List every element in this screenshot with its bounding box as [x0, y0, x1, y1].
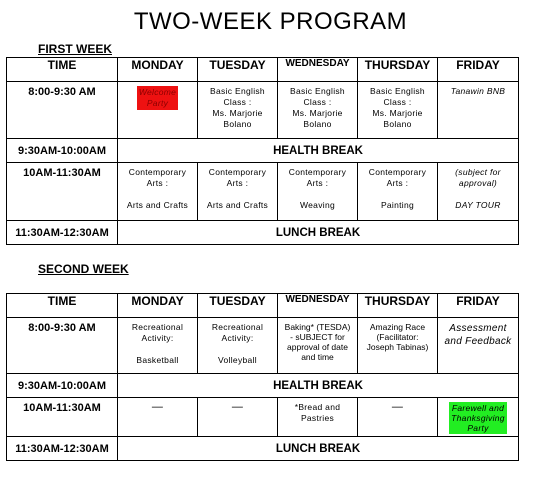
lunch-break-cell: LUNCH BREAK	[118, 221, 519, 245]
header-thursday: THURSDAY	[358, 294, 438, 318]
table-row	[7, 374, 519, 398]
wednesday-cell: Contemporary Arts : Weaving	[278, 163, 358, 221]
table-row	[7, 221, 519, 245]
wednesday-cell: Baking* (TESDA) - sUBJECT for approval of date and time	[278, 318, 358, 374]
time-cell: 9:30AM-10:00AM	[7, 139, 118, 163]
header-friday: FRIDAY	[438, 58, 519, 82]
farewell-party-highlight: Farewell and Thanksgiving Party	[451, 403, 505, 433]
tuesday-cell: Basic English Class : Ms. Marjorie Bolano	[198, 82, 278, 139]
header-thursday: THURSDAY	[358, 58, 438, 82]
time-cell: 10AM-11:30AM	[7, 398, 118, 437]
header-row	[7, 58, 519, 82]
table-row	[7, 139, 519, 163]
thursday-cell: —	[358, 398, 438, 437]
monday-cell: Recreational Activity: Basketball	[118, 318, 198, 374]
table-row	[7, 398, 519, 437]
header-wednesday: WEDNESDAY	[278, 294, 358, 318]
wednesday-cell: Basic English Class : Ms. Marjorie Bolano	[278, 82, 358, 139]
second-week-label: SECOND WEEK	[38, 262, 129, 276]
monday-cell	[118, 82, 198, 139]
header-row	[7, 294, 519, 318]
time-cell: 10AM-11:30AM	[7, 163, 118, 221]
friday-cell: (subject for approval) DAY TOUR	[438, 163, 519, 221]
monday-cell: Contemporary Arts : Arts and Crafts	[118, 163, 198, 221]
friday-cell: Assessment and Feedback	[438, 318, 519, 374]
page-title: TWO-WEEK PROGRAM	[133, 8, 408, 35]
table-row	[7, 163, 519, 221]
time-cell: 8:00-9:30 AM	[7, 82, 118, 139]
tuesday-cell: Contemporary Arts : Arts and Crafts	[198, 163, 278, 221]
header-friday: FRIDAY	[438, 294, 519, 318]
friday-cell	[438, 398, 519, 437]
table-row	[7, 82, 519, 139]
header-tuesday: TUESDAY	[198, 58, 278, 82]
thursday-cell: Amazing Race (Facilitator: Joseph Tabinas)	[358, 318, 438, 374]
time-cell: 8:00-9:30 AM	[7, 318, 118, 374]
lunch-break-cell: LUNCH BREAK	[118, 437, 519, 461]
wednesday-cell: *Bread and Pastries	[278, 398, 358, 437]
header-wednesday: WEDNESDAY	[278, 58, 358, 82]
first-week-label: FIRST WEEK	[38, 42, 112, 56]
welcome-party-highlight: Welcome Party	[138, 87, 177, 108]
monday-cell: —	[118, 398, 198, 437]
time-cell: 11:30AM-12:30AM	[7, 437, 118, 461]
time-cell: 9:30AM-10:00AM	[7, 374, 118, 398]
thursday-cell: Contemporary Arts : Painting	[358, 163, 438, 221]
header-time: TIME	[7, 58, 118, 82]
friday-cell: Tanawin BNB	[438, 82, 519, 139]
time-cell: 11:30AM-12:30AM	[7, 221, 118, 245]
health-break-cell: HEALTH BREAK	[118, 139, 519, 163]
header-monday: MONDAY	[118, 58, 198, 82]
tuesday-cell: Recreational Activity: Volleyball	[198, 318, 278, 374]
header-tuesday: TUESDAY	[198, 294, 278, 318]
health-break-cell: HEALTH BREAK	[118, 374, 519, 398]
second-week-table	[6, 293, 519, 461]
header-monday: MONDAY	[118, 294, 198, 318]
thursday-cell: Basic English Class : Ms. Marjorie Bolano	[358, 82, 438, 139]
first-week-table	[6, 57, 519, 245]
table-row	[7, 318, 519, 374]
tuesday-cell: —	[198, 398, 278, 437]
table-row	[7, 437, 519, 461]
header-time: TIME	[7, 294, 118, 318]
